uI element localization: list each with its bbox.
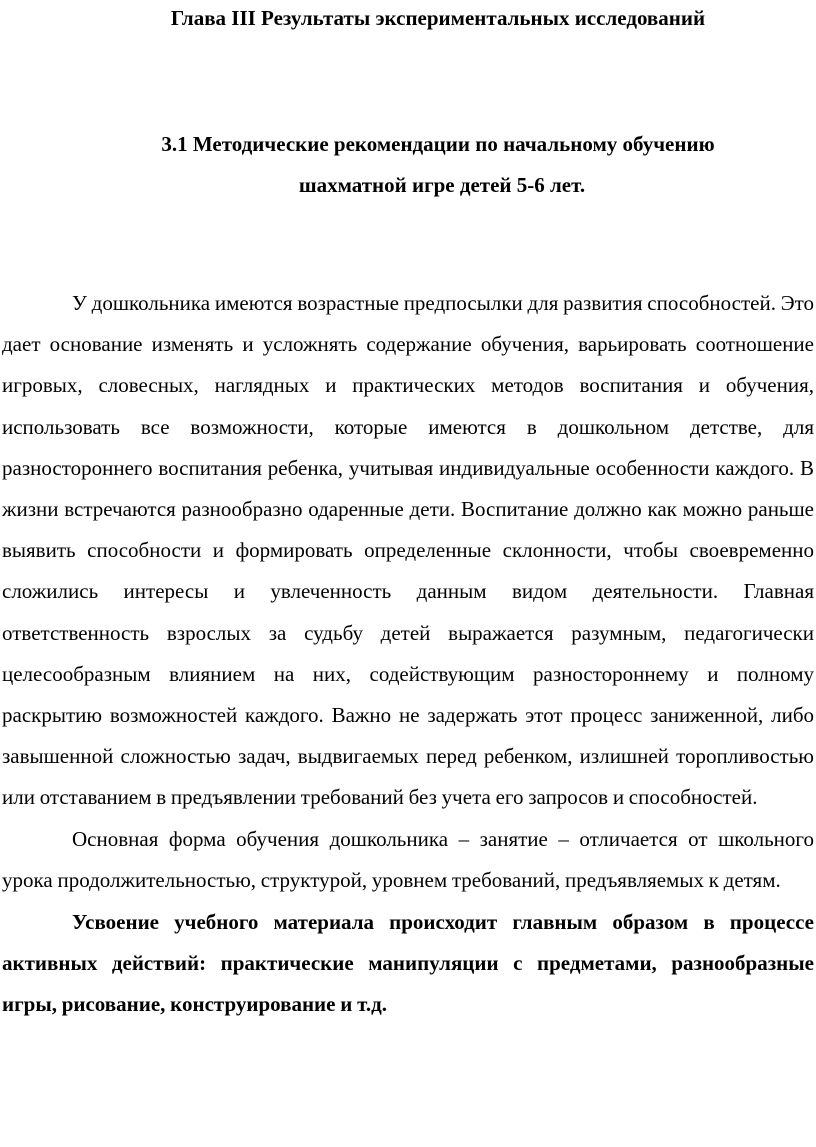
section-title-line-2: шахматной игре детей 5-6 лет. (298, 173, 586, 197)
section-title-line-1: 3.1 Методические рекомендации по начальному обучению (161, 132, 715, 156)
section-title (0, 124, 816, 206)
chapter-title: Глава III Результаты экспериментальных исследований (170, 6, 706, 30)
body-text (2, 283, 814, 1026)
paragraph-2: Основная форма обучения дошкольника – занятие – отличается от школьного урока продолжительностью, структурой, уровнем требований, предъявляемых к детям. (2, 826, 814, 892)
paragraph-1: У дошкольника имеются возрастные предпосылки для развития способностей. Это дает основание изменять и усложнять содержание обучения, варьировать соотношение игровых, словесных, наглядных и практических методов воспитания и обучения, использовать все возможности, которые имеются в дошкольном детстве, для разностороннего воспитания ребенка, учитывая индивидуальные особенности каждого. В жизни встречаются разнообразно одаренные дети. Воспитание должно как можно раньше выявить способности и формировать определенные склонности, чтобы своевременно сложились интересы и увлеченность данным видом деятельности. Главная ответственность взрослых за судьбу детей выражается разумным, педагогически целесообразным влиянием на них, содействующим разностороннему и полному раскрытию возможностей каждого. Важно не задержать этот процесс заниженной, либо завышенной сложностью задач, выдвигаемых перед ребенком, излишней торопливостью или отставанием в предъявлении требований без учета его запросов и способностей. (2, 291, 814, 810)
bold-paragraph: Усвоение учебного материала происходит главным образом в процессе активных действий: практические манипуляции с предметами, разнообразные игры, рисование, конструирование и т.д. (2, 910, 814, 1017)
